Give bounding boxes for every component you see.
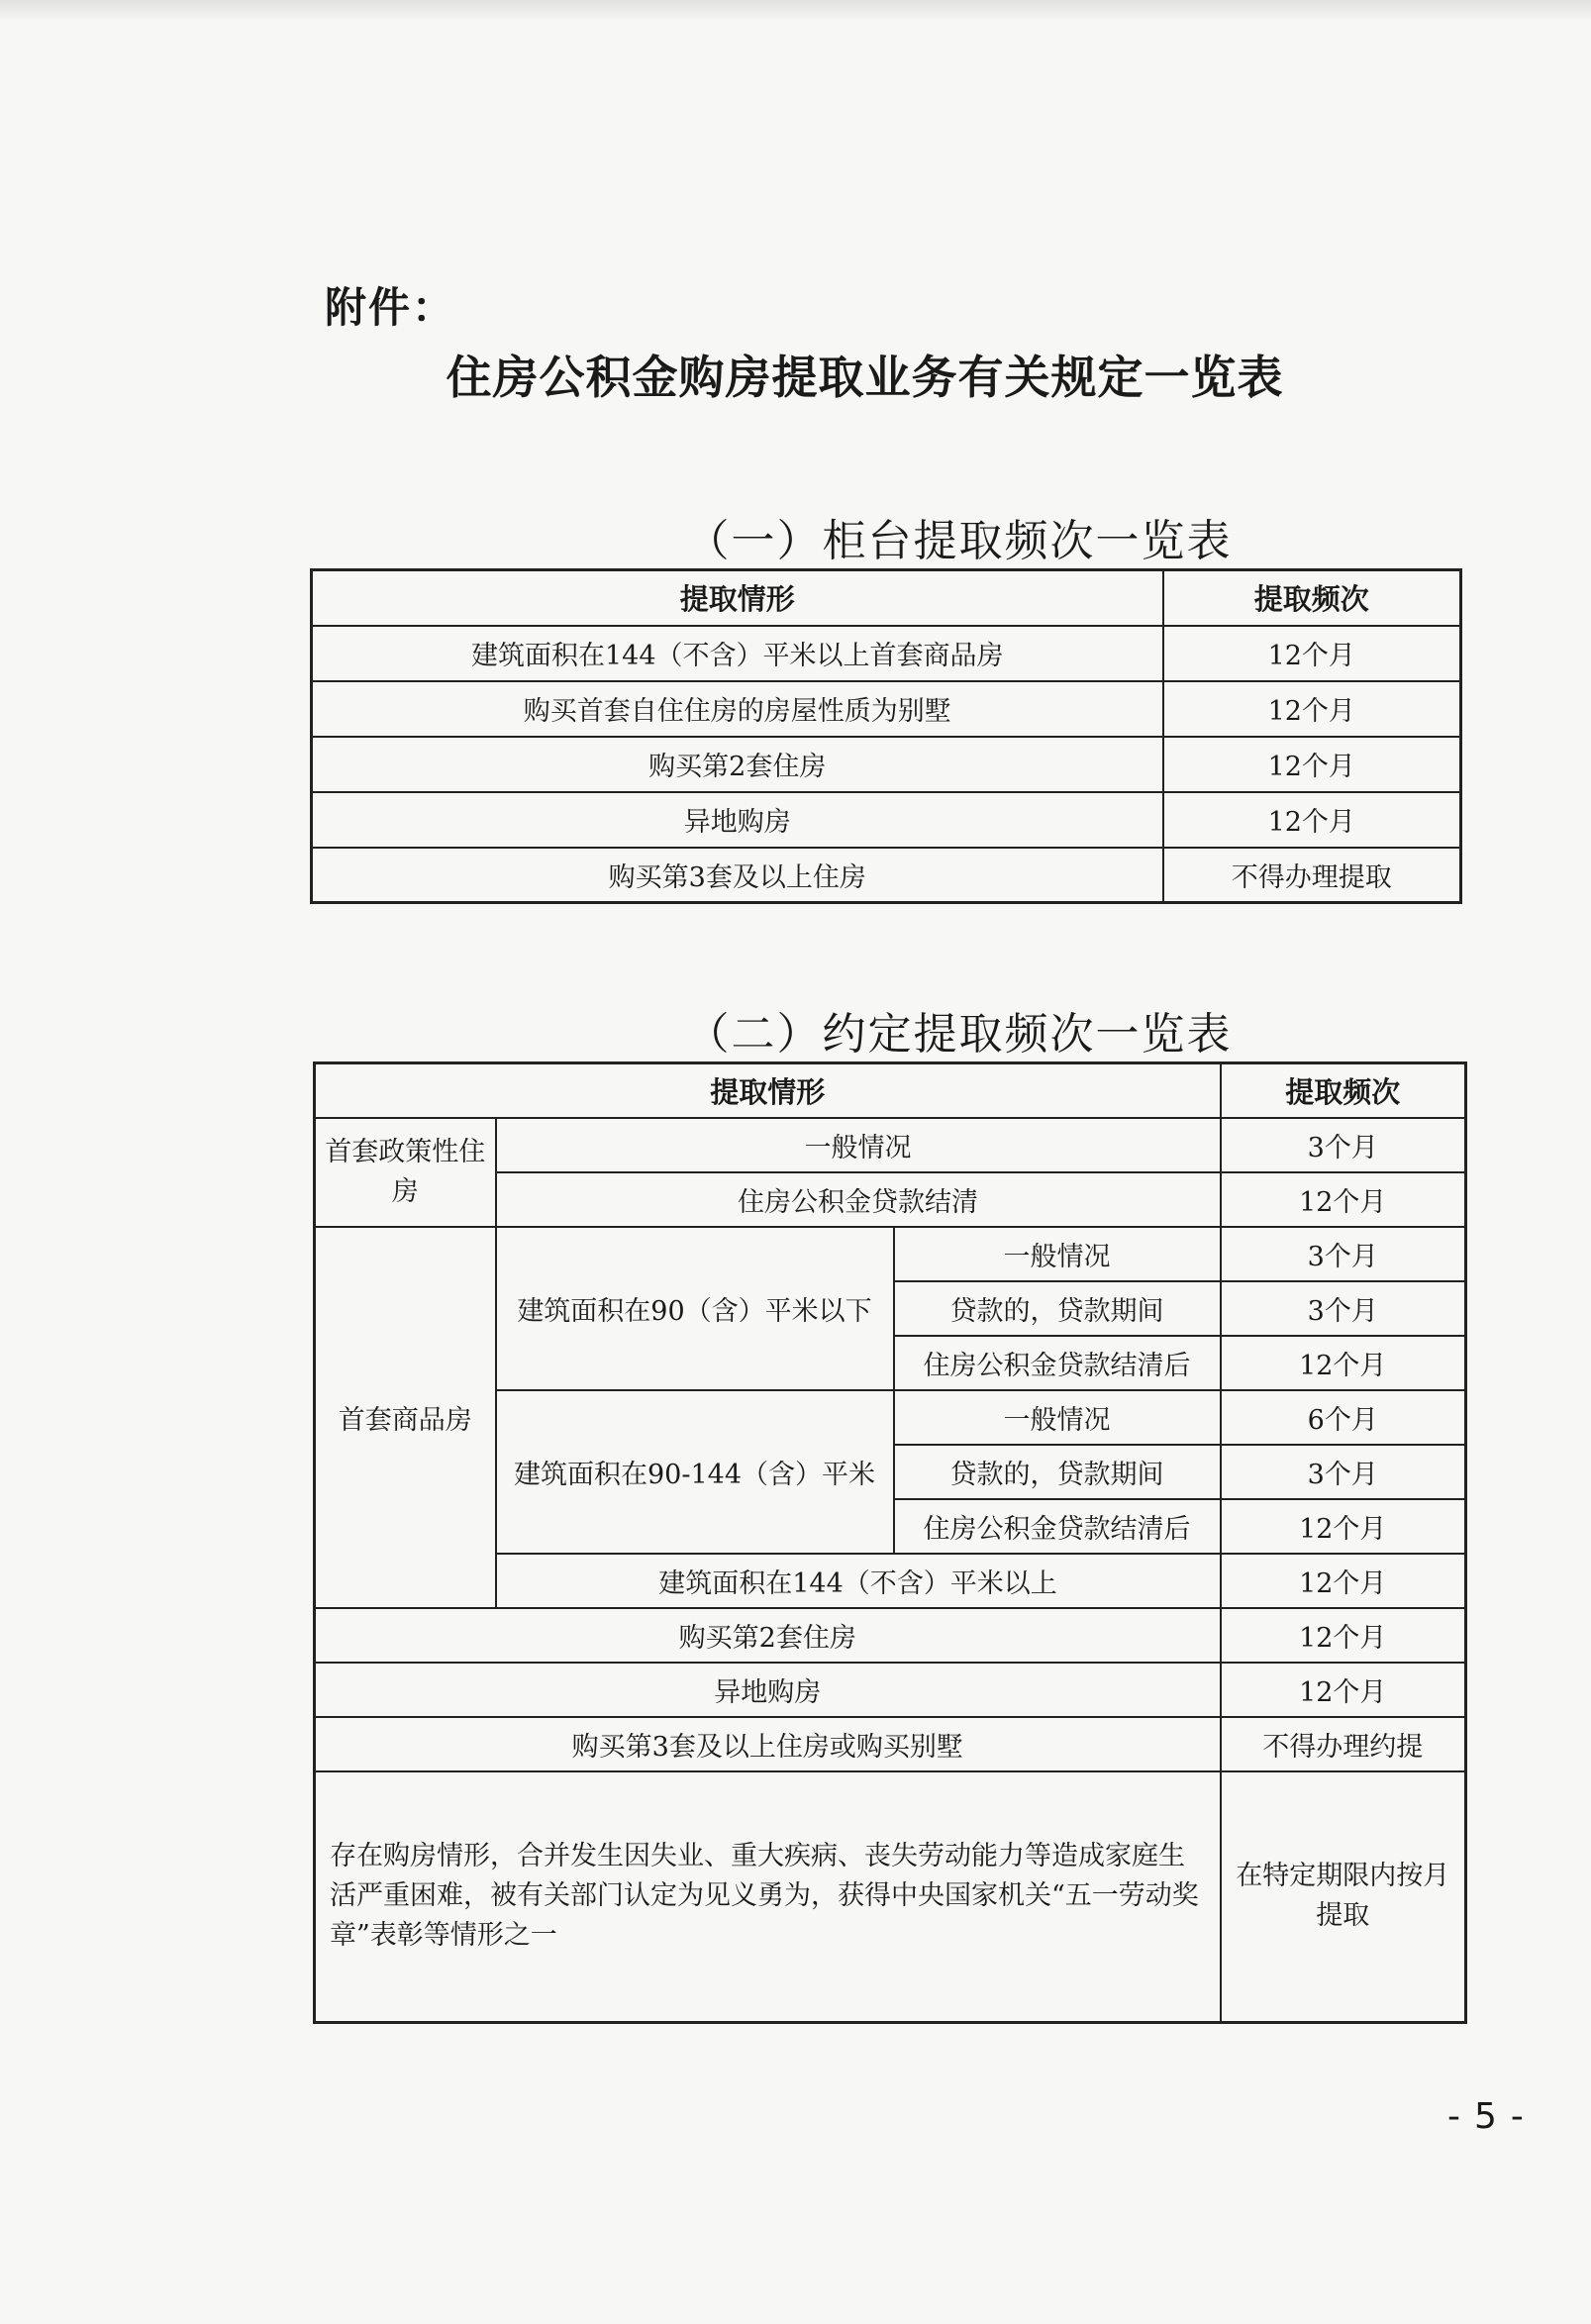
case-cell: 住房公积金贷款结清后 xyxy=(894,1499,1221,1554)
frequency-cell: 不得办理提取 xyxy=(1163,848,1461,903)
scan-top-edge xyxy=(0,0,1591,22)
header-frequency: 提取频次 xyxy=(1163,570,1461,626)
frequency-cell: 3个月 xyxy=(1221,1445,1466,1499)
case-cell: 一般情况 xyxy=(894,1390,1221,1445)
table-row xyxy=(315,1227,1466,1281)
table-row xyxy=(312,681,1461,737)
frequency-cell: 12个月 xyxy=(1221,1172,1466,1227)
table-header-row xyxy=(312,570,1461,626)
case-cell: 一般情况 xyxy=(496,1118,1221,1172)
policy-housing-label: 首套政策性住房 xyxy=(315,1118,496,1227)
frequency-cell: 12个月 xyxy=(1163,681,1461,737)
table-row xyxy=(312,848,1461,903)
frequency-cell: 在特定期限内按月提取 xyxy=(1221,1771,1466,2023)
frequency-cell: 3个月 xyxy=(1221,1227,1466,1281)
frequency-cell: 3个月 xyxy=(1221,1281,1466,1336)
table-header-row xyxy=(315,1063,1466,1118)
table-row xyxy=(312,737,1461,792)
case-cell: 购买第3套及以上住房或购买别墅 xyxy=(315,1717,1221,1771)
frequency-cell: 12个月 xyxy=(1221,1499,1466,1554)
frequency-cell: 6个月 xyxy=(1221,1390,1466,1445)
case-cell: 建筑面积在144（不含）平米以上 xyxy=(496,1554,1221,1608)
header-frequency: 提取频次 xyxy=(1221,1063,1466,1118)
commercial-housing-label: 首套商品房 xyxy=(315,1227,496,1608)
section2-title: （二）约定提取频次一览表 xyxy=(685,1009,1233,1060)
frequency-cell: 12个月 xyxy=(1163,737,1461,792)
table-row xyxy=(315,1608,1466,1663)
document-title: 住房公积金购房提取业务有关规定一览表 xyxy=(446,351,1284,404)
table-row xyxy=(312,626,1461,681)
case-cell: 住房公积金贷款结清 xyxy=(496,1172,1221,1227)
area-under-90-label: 建筑面积在90（含）平米以下 xyxy=(496,1227,894,1390)
frequency-cell: 12个月 xyxy=(1221,1554,1466,1608)
case-cell: 异地购房 xyxy=(312,792,1163,848)
table-row xyxy=(315,1771,1466,2023)
frequency-cell: 12个月 xyxy=(1163,626,1461,681)
frequency-cell: 12个月 xyxy=(1221,1663,1466,1717)
table-row xyxy=(315,1717,1466,1771)
frequency-cell: 不得办理约提 xyxy=(1221,1717,1466,1771)
table-row xyxy=(315,1118,1466,1172)
case-cell: 住房公积金贷款结清后 xyxy=(894,1336,1221,1390)
case-cell: 一般情况 xyxy=(894,1227,1221,1281)
page-number: -5- xyxy=(1447,2096,1538,2137)
case-cell: 贷款的，贷款期间 xyxy=(894,1281,1221,1336)
frequency-cell: 3个月 xyxy=(1221,1118,1466,1172)
area-90-144-label: 建筑面积在90-144（含）平米 xyxy=(496,1390,894,1554)
section1-title: （一）柜台提取频次一览表 xyxy=(685,516,1233,566)
scheduled-withdrawal-table xyxy=(313,1061,1467,2024)
frequency-cell: 12个月 xyxy=(1163,792,1461,848)
attachment-label: 附件： xyxy=(325,283,456,332)
header-case: 提取情形 xyxy=(315,1063,1221,1118)
case-cell: 异地购房 xyxy=(315,1663,1221,1717)
case-cell: 贷款的，贷款期间 xyxy=(894,1445,1221,1499)
case-cell: 购买第2套住房 xyxy=(315,1608,1221,1663)
special-case-cell: 存在购房情形，合并发生因失业、重大疾病、丧失劳动能力等造成家庭生活严重困难，被有关部门认定为见义勇为，获得中央国家机关“五一劳动奖章”表彰等情形之一 xyxy=(315,1771,1221,2023)
case-cell: 建筑面积在144（不含）平米以上首套商品房 xyxy=(312,626,1163,681)
counter-withdrawal-table xyxy=(310,568,1462,904)
case-cell: 购买第2套住房 xyxy=(312,737,1163,792)
table-row xyxy=(315,1663,1466,1717)
frequency-cell: 12个月 xyxy=(1221,1336,1466,1390)
frequency-cell: 12个月 xyxy=(1221,1608,1466,1663)
header-case: 提取情形 xyxy=(312,570,1163,626)
table-row xyxy=(312,792,1461,848)
case-cell: 购买首套自住住房的房屋性质为别墅 xyxy=(312,681,1163,737)
case-cell: 购买第3套及以上住房 xyxy=(312,848,1163,903)
